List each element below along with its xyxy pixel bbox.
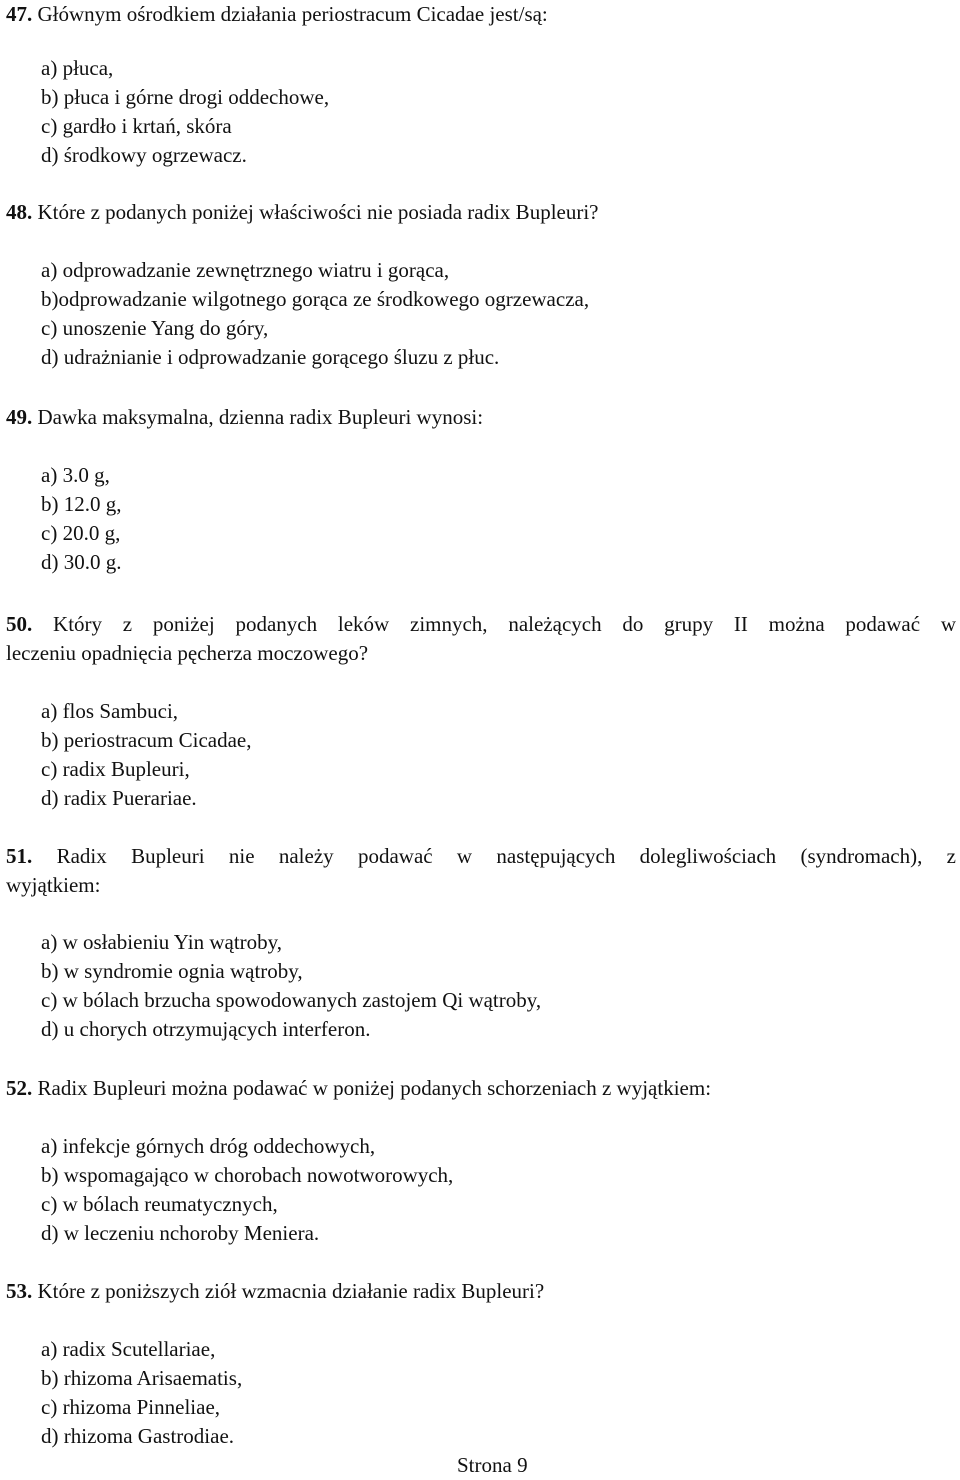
question-number: 49.	[6, 405, 33, 429]
question-text: Który z poniżej podanych leków zimnych, należących do grupy II można podawać w	[53, 612, 957, 636]
answer-option: a) infekcje górnych dróg oddechowych,	[41, 1134, 376, 1158]
question-text: Które z poniższych ziół wzmacnia działanie radix Bupleuri?	[37, 1279, 545, 1303]
question-number: 52.	[6, 1076, 33, 1100]
answer-option: b) wspomagająco w chorobach nowotworowych,	[41, 1163, 454, 1187]
question-text-continued: wyjątkiem:	[6, 873, 101, 897]
question-number: 48.	[6, 200, 33, 224]
answer-option: d) radix Puerariae.	[41, 786, 197, 810]
answer-option: d) rhizoma Gastrodiae.	[41, 1424, 235, 1448]
answer-option: a) radix Scutellariae,	[41, 1337, 216, 1361]
answer-option: d) 30.0 g.	[41, 550, 122, 574]
answer-option: d) w leczeniu nchoroby Meniera.	[41, 1221, 320, 1245]
answer-option: c) w bólach brzucha spowodowanych zastojem Qi wątroby,	[41, 988, 542, 1012]
answer-option: d) u chorych otrzymujących interferon.	[41, 1017, 371, 1041]
question-text: Radix Bupleuri nie należy podawać w następujących dolegliwościach (syndromach), z	[56, 844, 956, 868]
answer-option: b)odprowadzanie wilgotnego gorąca ze środkowego ogrzewacza,	[41, 287, 590, 311]
question-51	[6, 842, 956, 871]
answer-option: c) gardło i krtań, skóra	[41, 114, 232, 138]
question-number: 51.	[6, 844, 33, 868]
answer-option: b) 12.0 g,	[41, 492, 122, 516]
question-text-continued: leczeniu opadnięcia pęcherza moczowego?	[6, 641, 369, 665]
answer-option: b) płuca i górne drogi oddechowe,	[41, 85, 330, 109]
answer-option: c) 20.0 g,	[41, 521, 121, 545]
answer-option: a) płuca,	[41, 56, 114, 80]
question-49	[6, 403, 483, 432]
question-number: 47.	[6, 2, 33, 26]
answer-option: b) periostracum Cicadae,	[41, 728, 252, 752]
answer-option: c) radix Bupleuri,	[41, 757, 190, 781]
answer-option: c) unoszenie Yang do góry,	[41, 316, 269, 340]
page-number-footer: Strona 9	[457, 1453, 528, 1477]
question-number: 50.	[6, 612, 33, 636]
answer-option: a) odprowadzanie zewnętrznego wiatru i gorąca,	[41, 258, 450, 282]
answer-option: c) w bólach reumatycznych,	[41, 1192, 278, 1216]
question-50	[6, 610, 956, 639]
question-text: Radix Bupleuri można podawać w poniżej podanych schorzeniach z wyjątkiem:	[37, 1076, 712, 1100]
question-53	[6, 1277, 544, 1306]
answer-option: a) 3.0 g,	[41, 463, 110, 487]
question-47	[6, 0, 548, 29]
answer-option: a) flos Sambuci,	[41, 699, 179, 723]
answer-option: a) w osłabieniu Yin wątroby,	[41, 930, 283, 954]
answer-option: c) rhizoma Pinneliae,	[41, 1395, 221, 1419]
question-number: 53.	[6, 1279, 33, 1303]
answer-option: b) rhizoma Arisaematis,	[41, 1366, 243, 1390]
answer-option: d) udrażnianie i odprowadzanie gorącego śluzu z płuc.	[41, 345, 500, 369]
question-48	[6, 198, 599, 227]
question-text: Głównym ośrodkiem działania periostracum Cicadae jest/są:	[37, 2, 548, 26]
answer-option: d) środkowy ogrzewacz.	[41, 143, 247, 167]
question-52	[6, 1074, 711, 1103]
question-text: Które z podanych poniżej właściwości nie posiada radix Bupleuri?	[37, 200, 599, 224]
question-text: Dawka maksymalna, dzienna radix Bupleuri wynosi:	[37, 405, 484, 429]
answer-option: b) w syndromie ognia wątroby,	[41, 959, 303, 983]
